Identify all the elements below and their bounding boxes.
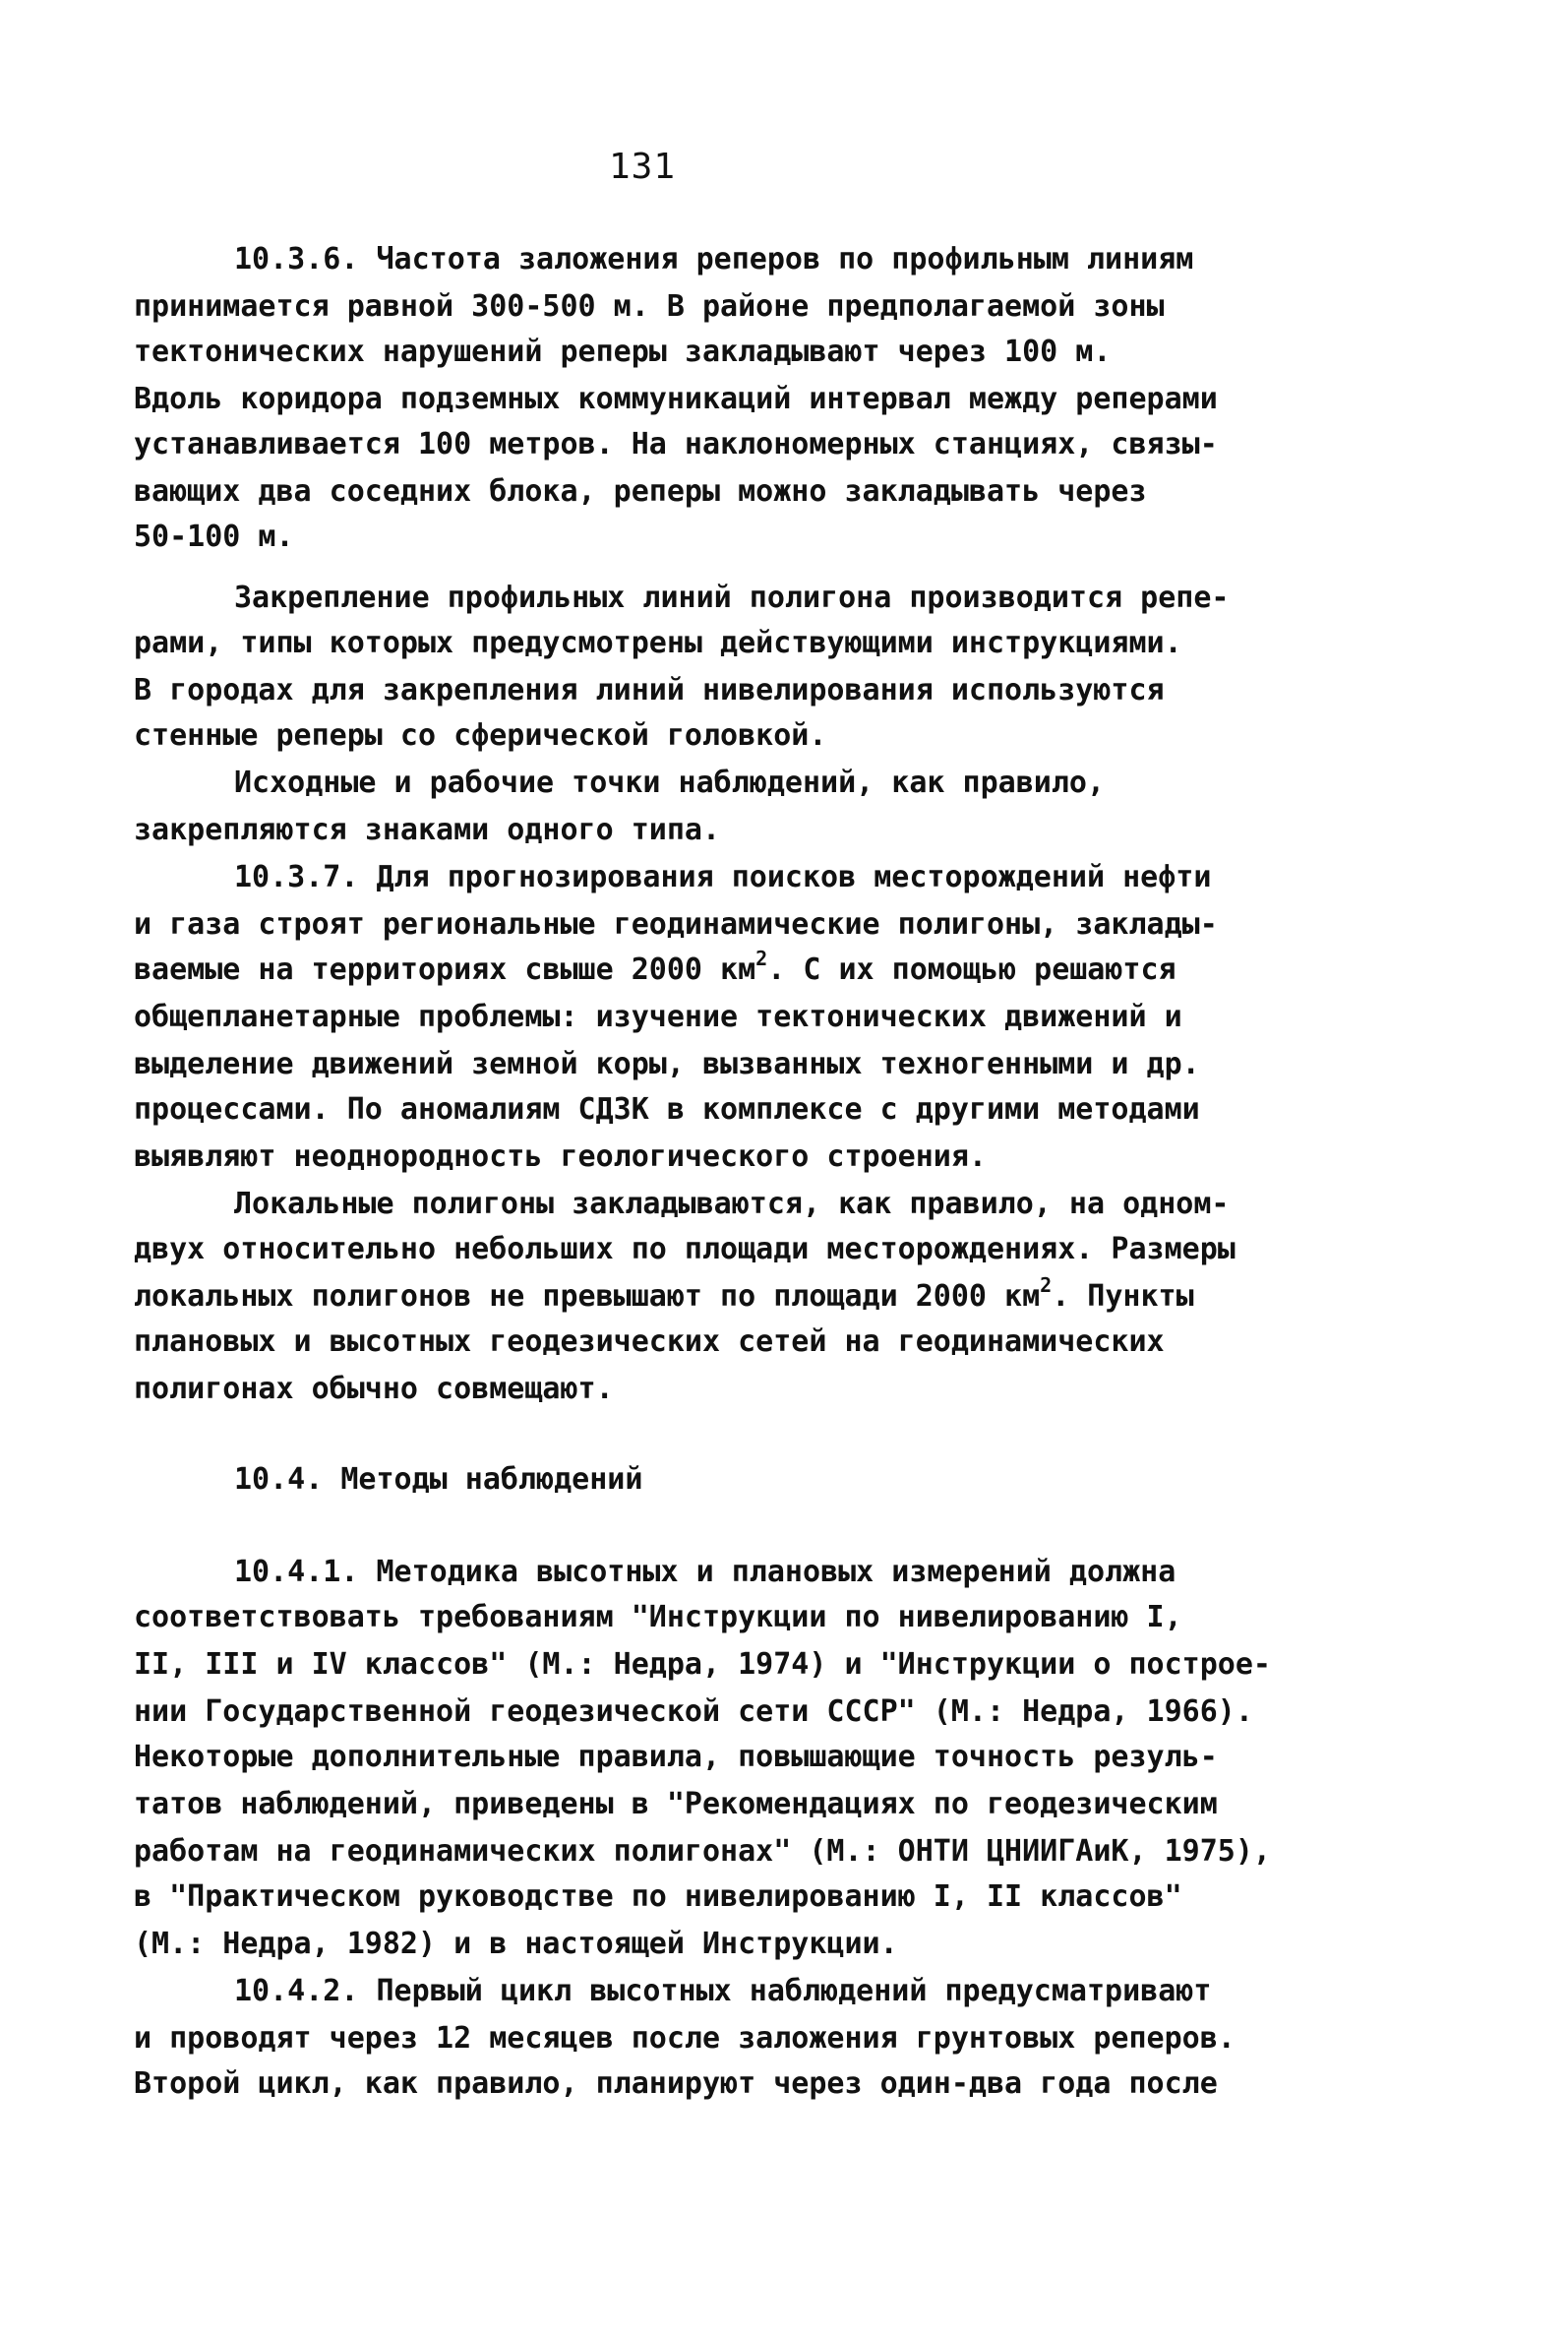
text-line: выявляют неоднородность геологического строения. [134,1139,987,1174]
text-line: рами, типы которых предусмотрены действующими инструкциями. [134,626,1182,660]
text-line: Локальные полигоны закладываются, как правило, на одном- [234,1187,1230,1221]
text-line: Вдоль коридора подземных коммуникаций интервал между реперами [134,382,1218,416]
text-line: 10.3.7. Для прогнозирования поисков месторождений нефти [234,860,1212,894]
text-segment: . Пункты [1052,1279,1194,1314]
text-line [134,947,1176,990]
text-line: стенные реперы со сферической головкой. [134,718,827,753]
text-line: и проводят через 12 месяцев после заложения грунтовых реперов. [134,2021,1236,2056]
text-line: II, III и IV классов" (М.: Недра, 1974) и "Инструкции о построе- [134,1647,1271,1682]
superscript: 2 [755,947,768,970]
text-line: (М.: Недра, 1982) и в настоящей Инструкции. [134,1927,898,1961]
text-line: устанавливается 100 метров. На наклономерных станциях, связы- [134,427,1218,461]
text-line: нии Государственной геодезической сети СССР" (М.: Недра, 1966). [134,1694,1253,1729]
text-line: Исходные и рабочие точки наблюдений, как правило, [234,766,1106,800]
section-heading: 10.4. Методы наблюдений [234,1462,643,1497]
text-line: 10.3.6. Частота заложения реперов по профильным линиям [234,242,1194,277]
text-line: Некоторые дополнительные правила, повышающие точность резуль- [134,1740,1218,1774]
text-line: процессами. По аномалиям СДЗК в комплексе с другими методами [134,1092,1200,1127]
text-line: полигонах обычно совмещают. [134,1372,614,1406]
text-line: принимается равной 300-500 м. В районе предполагаемой зоны [134,289,1165,324]
text-line: соответствовать требованиям "Инструкции по нивелированию I, [134,1600,1182,1634]
text-line: работам на геодинамических полигонах" (М.: ОНТИ ЦНИИГАиК, 1975), [134,1834,1271,1869]
superscript: 2 [1040,1273,1053,1297]
text-line: В городах для закрепления линий нивелирования используются [134,673,1165,707]
text-line: вающих два соседних блока, реперы можно закладывать через [134,474,1147,509]
text-line: Закрепление профильных линий полигона производится репе- [234,581,1230,615]
text-line: и газа строят региональные геодинамические полигоны, заклады- [134,907,1218,942]
text-line [134,1273,1194,1317]
text-line: 10.4.1. Методика высотных и плановых измерений должна [234,1555,1176,1589]
text-line: общепланетарные проблемы: изучение тектонических движений и [134,1000,1182,1034]
text-line: тектонических нарушений реперы закладывают через 100 м. [134,335,1112,369]
text-segment: . С их помощью решаются [767,952,1176,987]
page-number: 131 [608,147,677,187]
text-line: выделение движений земной коры, вызванных техногенными и др. [134,1047,1200,1081]
text-segment: локальных полигонов не превышают по площади 2000 км [134,1279,1041,1314]
text-line: 10.4.2. Первый цикл высотных наблюдений предусматривают [234,1974,1212,2008]
text-line: двух относительно небольших по площади месторождениях. Размеры [134,1232,1236,1266]
text-line: закрепляются знаками одного типа. [134,813,721,847]
text-segment: ваемые на территориях свыше 2000 км [134,952,756,987]
text-line: в "Практическом руководстве по нивелированию I, II классов" [134,1879,1182,1914]
text-line: Второй цикл, как правило, планируют через один-два года после [134,2066,1218,2101]
text-line: татов наблюдений, приведены в "Рекомендациях по геодезическим [134,1787,1218,1821]
text-line: 50-100 м. [134,520,294,554]
text-line: плановых и высотных геодезических сетей на геодинамических [134,1324,1165,1359]
